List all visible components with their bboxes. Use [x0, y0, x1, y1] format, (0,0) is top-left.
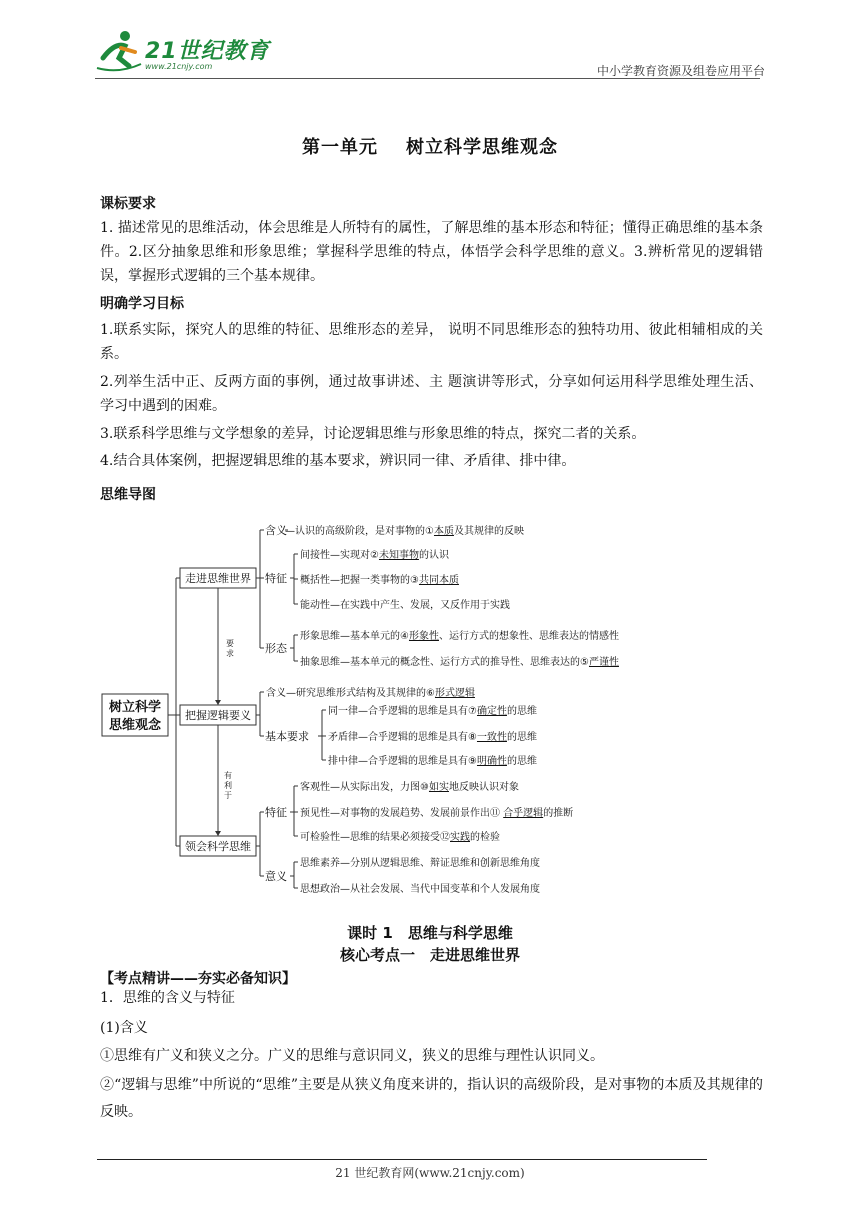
- branch-label-1: 走进思维世界: [185, 572, 251, 585]
- goal-item-1: 1.联系实际，探究人的思维的特征、思维形态的差异， 说明不同思维形态的独特功用、彼此相辅相成的关系。: [100, 322, 763, 362]
- unit-number: 第一单元: [302, 137, 378, 158]
- lesson-title: 课时 1 思维与科学思维: [347, 924, 513, 942]
- root-label-1: 树立科学: [108, 700, 162, 715]
- link-label-yao: 要: [226, 639, 234, 648]
- leaf-line-4: 能动性—在实践中产生、发展，又反作用于实践: [300, 600, 510, 611]
- subsection-1: 1．思维的含义与特征: [100, 990, 235, 1006]
- page-header: [95, 28, 765, 80]
- leaf-line-8: 同一律—合乎逻辑的思维是具有⑦确定性的思维: [328, 706, 537, 717]
- branch-label-3: 领会科学思维: [185, 840, 251, 853]
- root-label-2: 思维观念: [108, 718, 162, 733]
- subsection-1-1: (1)含义: [100, 1020, 148, 1036]
- logo-text: 21世纪教育: [145, 39, 270, 64]
- header-divider: [95, 78, 760, 79]
- kaodian-heading: 【考点精讲——夯实必备知识】: [100, 971, 296, 987]
- leaf-line-10: 排中律—合乎逻辑的思维是具有⑨明确性的思维: [328, 756, 537, 767]
- link-label-yu: 于: [224, 791, 232, 800]
- leaf-line-6: 抽象思维—基本单元的概念性、运行方式的推导性、思维表达的⑤严谨性: [300, 657, 619, 668]
- link-label-you: 有: [224, 771, 232, 780]
- leaf-line-15: 思想政治—从社会发展、当代中国变革和个人发展角度: [300, 884, 540, 895]
- kebiao-text: 1. 描述常见的思维活动，体会思维是人所特有的属性，了解思维的基本形态和特征；懂得正确思维的基本条件。2.区分抽象思维和形象思维；掌握科学思维的特点，体悟学会科学思维的意义。3.辨析常见的逻辑错误，掌握形式逻辑的三个基本规律。: [100, 220, 763, 284]
- section-heading-goals: 明确学习目标: [100, 296, 184, 312]
- leaf-line-3: 概括性—把握一类事物的③共同本质: [300, 575, 459, 586]
- goal-item-3: 3.联系科学思维与文学想象的差异，讨论逻辑思维与形象思维的特点，探究二者的关系。: [100, 426, 646, 442]
- leaf-line-12: 预见性—对事物的发展趋势、发展前景作出⑪ 合乎逻辑的推断: [300, 808, 574, 819]
- node-yiyi: 意义: [265, 870, 287, 883]
- leaf-line-9: 矛盾律—合乎逻辑的思维是具有⑧一致性的思维: [328, 732, 537, 743]
- leaf-line-7: 含义—研究思维形式结构及其规律的⑥形式逻辑: [266, 688, 475, 699]
- leaf-line-14: 思维素养—分别从逻辑思维、辩证思维和创新思维角度: [300, 858, 540, 869]
- link-label-qiu: 求: [226, 649, 234, 658]
- leaf-line-11: 客观性—从实际出发，力图⑩如实地反映认识对象: [300, 782, 519, 793]
- leaf-line-5: 形象思维—基本单元的④形象性、运行方式的想象性、思维表达的情感性: [300, 631, 619, 642]
- leaf-line-13: 可检验性—思维的结果必须接受⑫实践的检验: [300, 832, 500, 843]
- node-tezheng-3: 特征: [265, 806, 287, 819]
- logo-url: www.21cnjy.com: [145, 62, 213, 71]
- node-xingtai: 形态: [265, 642, 287, 655]
- site-logo: [95, 28, 270, 76]
- core-point-title: 核心考点一 走进思维世界: [339, 946, 520, 964]
- unit-title: [0, 133, 860, 159]
- platform-name: 中小学教育资源及组卷应用平台: [596, 64, 765, 78]
- section-heading-kebiao: 课标要求: [100, 196, 156, 212]
- leaf-line-1: —认识的高级阶段，是对事物的①本质及其规律的反映: [285, 526, 524, 537]
- node-tezheng-1: 特征: [265, 572, 287, 585]
- footer-text: 21 世纪教育网(www.21cnjy.com): [335, 1166, 525, 1180]
- link-label-li: 利: [224, 781, 232, 790]
- unit-name: 树立科学思维观念: [406, 137, 558, 158]
- node-jibenyaoqiu: 基本要求: [265, 730, 309, 743]
- node-hanyi-1: 含义: [265, 524, 287, 537]
- body-paragraph-1: ①思维有广义和狭义之分。广义的思维与意识同义，狭义的思维与理性认识同义。: [100, 1048, 604, 1064]
- goal-item-2: 2.列举生活中正、反两方面的事例，通过故事讲述、主 题演讲等形式，分享如何运用科学思维处理生活、 学习中遇到的困难。: [100, 374, 763, 414]
- leaf-line-2: 间接性—实现对②未知事物的认识: [300, 550, 449, 561]
- branch-label-2: 把握逻辑要义: [185, 709, 251, 722]
- section-heading-mindmap: 思维导图: [100, 487, 156, 503]
- runner-logo-icon: [95, 28, 143, 74]
- footer-divider: [97, 1159, 707, 1160]
- mind-map: [100, 512, 670, 902]
- body-paragraph-2: ②“逻辑与思维”中所说的“思维”主要是从狭义角度来讲的，指认识的高级阶段，是对事物的本质及其规律的反映。: [100, 1077, 763, 1120]
- goal-item-4: 4.结合具体案例，把握逻辑思维的基本要求，辨识同一律、矛盾律、排中律。: [100, 453, 576, 469]
